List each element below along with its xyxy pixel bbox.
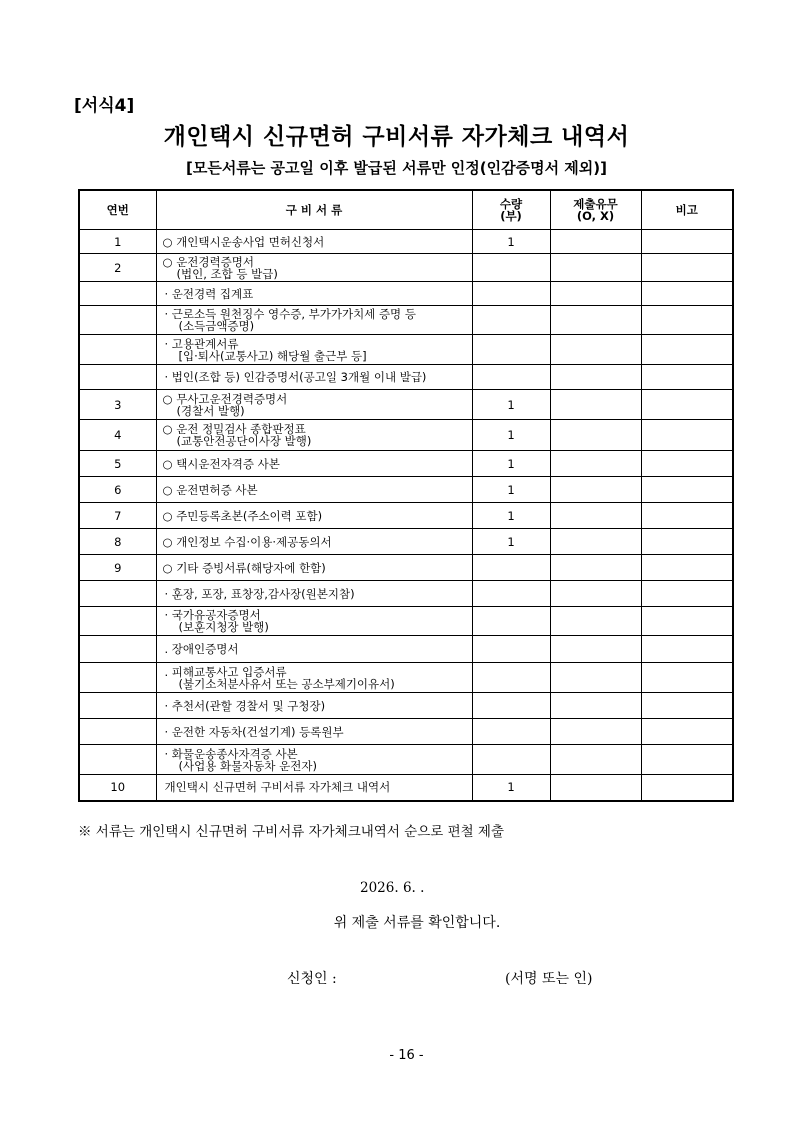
- table-row: [79, 420, 733, 451]
- filing-note: ※ 서류는 개인택시 신규면허 구비서류 자가체크내역서 순으로 편철 제출: [78, 824, 505, 840]
- document-item: [156, 693, 472, 719]
- table-header-row: [79, 190, 733, 230]
- row-number: 3: [79, 390, 156, 420]
- row-number: 7: [79, 503, 156, 529]
- quantity-cell: [472, 636, 550, 663]
- row-number: 4: [79, 420, 156, 451]
- submitted-cell[interactable]: [550, 581, 641, 607]
- header-docs: 구 비 서 류: [156, 190, 472, 230]
- document-item: [156, 451, 472, 477]
- submitted-cell[interactable]: [550, 477, 641, 503]
- remark-cell[interactable]: [641, 607, 733, 636]
- row-number: [79, 365, 156, 390]
- submitted-cell[interactable]: [550, 254, 641, 282]
- document-item: [156, 477, 472, 503]
- document-item-label: · 고용관계서류: [164, 336, 239, 351]
- quantity-cell: 1: [472, 230, 550, 254]
- document-item-label: ○ 운전 정밀검사 종합판정표: [162, 422, 306, 436]
- submitted-cell[interactable]: [550, 306, 641, 335]
- applicant-label: 신청인 :: [287, 971, 337, 987]
- submitted-cell[interactable]: [550, 607, 641, 636]
- table-row: [79, 607, 733, 636]
- remark-cell[interactable]: [641, 581, 733, 607]
- document-item-label: · 화물운송종사자격증 사본: [164, 746, 298, 761]
- quantity-cell: [472, 555, 550, 581]
- document-item-label: ○ 운전경력증명서: [162, 254, 254, 269]
- table-row: [79, 581, 733, 607]
- remark-cell[interactable]: [641, 719, 733, 745]
- form-number: [서식4]: [74, 96, 135, 116]
- document-item-label: · 근로소득 원천징수 영수증, 부가가가치세 증명 등: [164, 307, 416, 321]
- table-row: [79, 719, 733, 745]
- quantity-cell: [472, 335, 550, 365]
- submitted-cell[interactable]: [550, 420, 641, 451]
- document-item-label: · 운전경력 집계표: [164, 286, 254, 301]
- remark-cell[interactable]: [641, 390, 733, 420]
- submitted-cell[interactable]: [550, 555, 641, 581]
- confirm-statement: 위 제출 서류를 확인합니다.: [333, 915, 501, 931]
- remark-cell[interactable]: [641, 745, 733, 775]
- document-item-detail: (법인, 조합 등 발급): [176, 266, 278, 281]
- remark-cell[interactable]: [641, 503, 733, 529]
- remark-cell[interactable]: [641, 451, 733, 477]
- document-item-label: · 법인(조합 등) 인감증명서(공고일 3개월 이내 발급): [164, 370, 427, 384]
- document-item-detail: (사업용 화물자동차 운전자): [178, 758, 317, 773]
- table-row: [79, 477, 733, 503]
- remark-cell[interactable]: [641, 365, 733, 390]
- document-item-detail: (교통안전공단이사장 발행): [176, 434, 312, 448]
- document-item-detail: (보훈지청장 발행): [178, 620, 269, 634]
- row-number: [79, 693, 156, 719]
- document-item-label: · 훈장, 포장, 표창장,감사장(원본지참): [164, 586, 355, 601]
- row-number: 8: [79, 529, 156, 555]
- document-item: [156, 254, 472, 282]
- document-item: [156, 636, 472, 663]
- row-number: [79, 335, 156, 365]
- row-number: [79, 745, 156, 775]
- quantity-cell: [472, 282, 550, 306]
- quantity-cell: 1: [472, 420, 550, 451]
- document-item: [156, 719, 472, 745]
- table-row: [79, 230, 733, 254]
- document-item-label: . 피해교통사고 입증서류: [164, 664, 287, 679]
- row-number: 9: [79, 555, 156, 581]
- quantity-cell: [472, 607, 550, 636]
- table-row: [79, 306, 733, 335]
- document-item-label: ○ 개인택시운송사업 면허신청서: [162, 234, 325, 249]
- document-item-label: · 국가유공자증명서: [164, 608, 261, 622]
- document-item: [156, 581, 472, 607]
- document-item: [156, 503, 472, 529]
- document-item-detail: (소득금액증명): [178, 319, 255, 333]
- document-item: [156, 775, 472, 801]
- quantity-cell: [472, 306, 550, 335]
- page-number: - 16 -: [389, 1048, 424, 1063]
- header-qty: 수량 (부): [472, 190, 550, 230]
- remark-cell[interactable]: [641, 420, 733, 451]
- document-item-label: · 추천서(관할 경찰서 및 구청장): [164, 698, 326, 713]
- document-item-label: ○ 운전면허증 사본: [162, 482, 258, 497]
- quantity-cell: [472, 693, 550, 719]
- table-row: [79, 745, 733, 775]
- remark-cell[interactable]: [641, 775, 733, 801]
- document-item: [156, 282, 472, 306]
- quantity-cell: 1: [472, 477, 550, 503]
- submitted-cell[interactable]: [550, 230, 641, 254]
- submitted-cell[interactable]: [550, 745, 641, 775]
- table-row: [79, 663, 733, 693]
- quantity-cell: 1: [472, 775, 550, 801]
- submitted-cell[interactable]: [550, 693, 641, 719]
- table-row: [79, 390, 733, 420]
- document-item: [156, 555, 472, 581]
- table-row: [79, 282, 733, 306]
- quantity-cell: [472, 365, 550, 390]
- submitted-cell[interactable]: [550, 365, 641, 390]
- row-number: [79, 663, 156, 693]
- remark-cell[interactable]: [641, 636, 733, 663]
- remark-cell[interactable]: [641, 335, 733, 365]
- document-item: [156, 745, 472, 775]
- document-item-label: ○ 기타 증빙서류(해당자에 한함): [162, 560, 326, 575]
- document-item-label: ○ 개인정보 수집·이용·제공동의서: [162, 534, 332, 549]
- quantity-cell: 1: [472, 451, 550, 477]
- table-row: [79, 451, 733, 477]
- submitted-cell[interactable]: [550, 636, 641, 663]
- remark-cell[interactable]: [641, 693, 733, 719]
- table-row: [79, 529, 733, 555]
- document-item: [156, 335, 472, 365]
- quantity-cell: [472, 254, 550, 282]
- row-number: [79, 306, 156, 335]
- table-row: [79, 365, 733, 390]
- row-number: [79, 282, 156, 306]
- quantity-cell: [472, 663, 550, 693]
- checklist-table: [78, 189, 734, 802]
- header-no: 연번: [79, 190, 156, 230]
- page-subtitle: [모든서류는 공고일 이후 발급된 서류만 인정(인감증명서 제외)]: [185, 159, 607, 177]
- document-item-label: ○ 무사고운전경력증명서: [162, 391, 288, 406]
- remark-cell[interactable]: [641, 529, 733, 555]
- table-row: [79, 636, 733, 663]
- submitted-cell[interactable]: [550, 663, 641, 693]
- page-title: 개인택시 신규면허 구비서류 자가체크 내역서: [163, 124, 630, 150]
- remark-cell[interactable]: [641, 282, 733, 306]
- document-item: [156, 607, 472, 636]
- document-item-detail: (불기소처분사유서 또는 공소부제기이유서): [178, 676, 395, 691]
- submitted-cell[interactable]: [550, 719, 641, 745]
- document-item: [156, 306, 472, 335]
- row-number: 5: [79, 451, 156, 477]
- quantity-cell: 1: [472, 390, 550, 420]
- submitted-cell[interactable]: [550, 335, 641, 365]
- submitted-cell[interactable]: [550, 775, 641, 801]
- date-line: 2026. 6. .: [360, 880, 425, 896]
- submitted-cell[interactable]: [550, 503, 641, 529]
- row-number: 2: [79, 254, 156, 282]
- quantity-cell: 1: [472, 529, 550, 555]
- table-row: [79, 254, 733, 282]
- document-item-detail: [입·퇴사(교통사고) 해당월 출근부 등]: [178, 348, 367, 363]
- remark-cell[interactable]: [641, 230, 733, 254]
- document-item: [156, 230, 472, 254]
- row-number: 10: [79, 775, 156, 801]
- row-number: [79, 636, 156, 663]
- remark-cell[interactable]: [641, 254, 733, 282]
- document-item-label: ○ 주민등록초본(주소이력 포함): [162, 508, 323, 523]
- remark-cell[interactable]: [641, 663, 733, 693]
- remark-cell[interactable]: [641, 306, 733, 335]
- document-item-label: · 운전한 자동차(건설기계) 등록원부: [164, 724, 344, 739]
- document-item: [156, 420, 472, 451]
- row-number: [79, 719, 156, 745]
- quantity-cell: 1: [472, 503, 550, 529]
- submitted-cell[interactable]: [550, 390, 641, 420]
- row-number: 1: [79, 230, 156, 254]
- header-submit: 제출유무 (O, X): [550, 190, 641, 230]
- quantity-cell: [472, 719, 550, 745]
- document-item-detail: (경찰서 발행): [176, 403, 245, 418]
- table-row: [79, 555, 733, 581]
- document-item: [156, 390, 472, 420]
- submitted-cell[interactable]: [550, 451, 641, 477]
- quantity-cell: [472, 581, 550, 607]
- document-item: [156, 365, 472, 390]
- table-row: [79, 503, 733, 529]
- submitted-cell[interactable]: [550, 282, 641, 306]
- header-remark: 비고: [641, 190, 733, 230]
- table-row: [79, 335, 733, 365]
- document-item-label: ○ 택시운전자격증 사본: [162, 456, 280, 471]
- document-item-label: . 장애인증명서: [164, 642, 239, 656]
- table-row: [79, 775, 733, 801]
- table-row: [79, 693, 733, 719]
- document-item: [156, 529, 472, 555]
- row-number: [79, 607, 156, 636]
- document-item: [156, 663, 472, 693]
- row-number: [79, 581, 156, 607]
- remark-cell[interactable]: [641, 555, 733, 581]
- document-item-label: 개인택시 신규면허 구비서류 자가체크 내역서: [164, 780, 391, 795]
- signature-label: (서명 또는 인): [505, 971, 593, 987]
- remark-cell[interactable]: [641, 477, 733, 503]
- row-number: 6: [79, 477, 156, 503]
- quantity-cell: [472, 745, 550, 775]
- submitted-cell[interactable]: [550, 529, 641, 555]
